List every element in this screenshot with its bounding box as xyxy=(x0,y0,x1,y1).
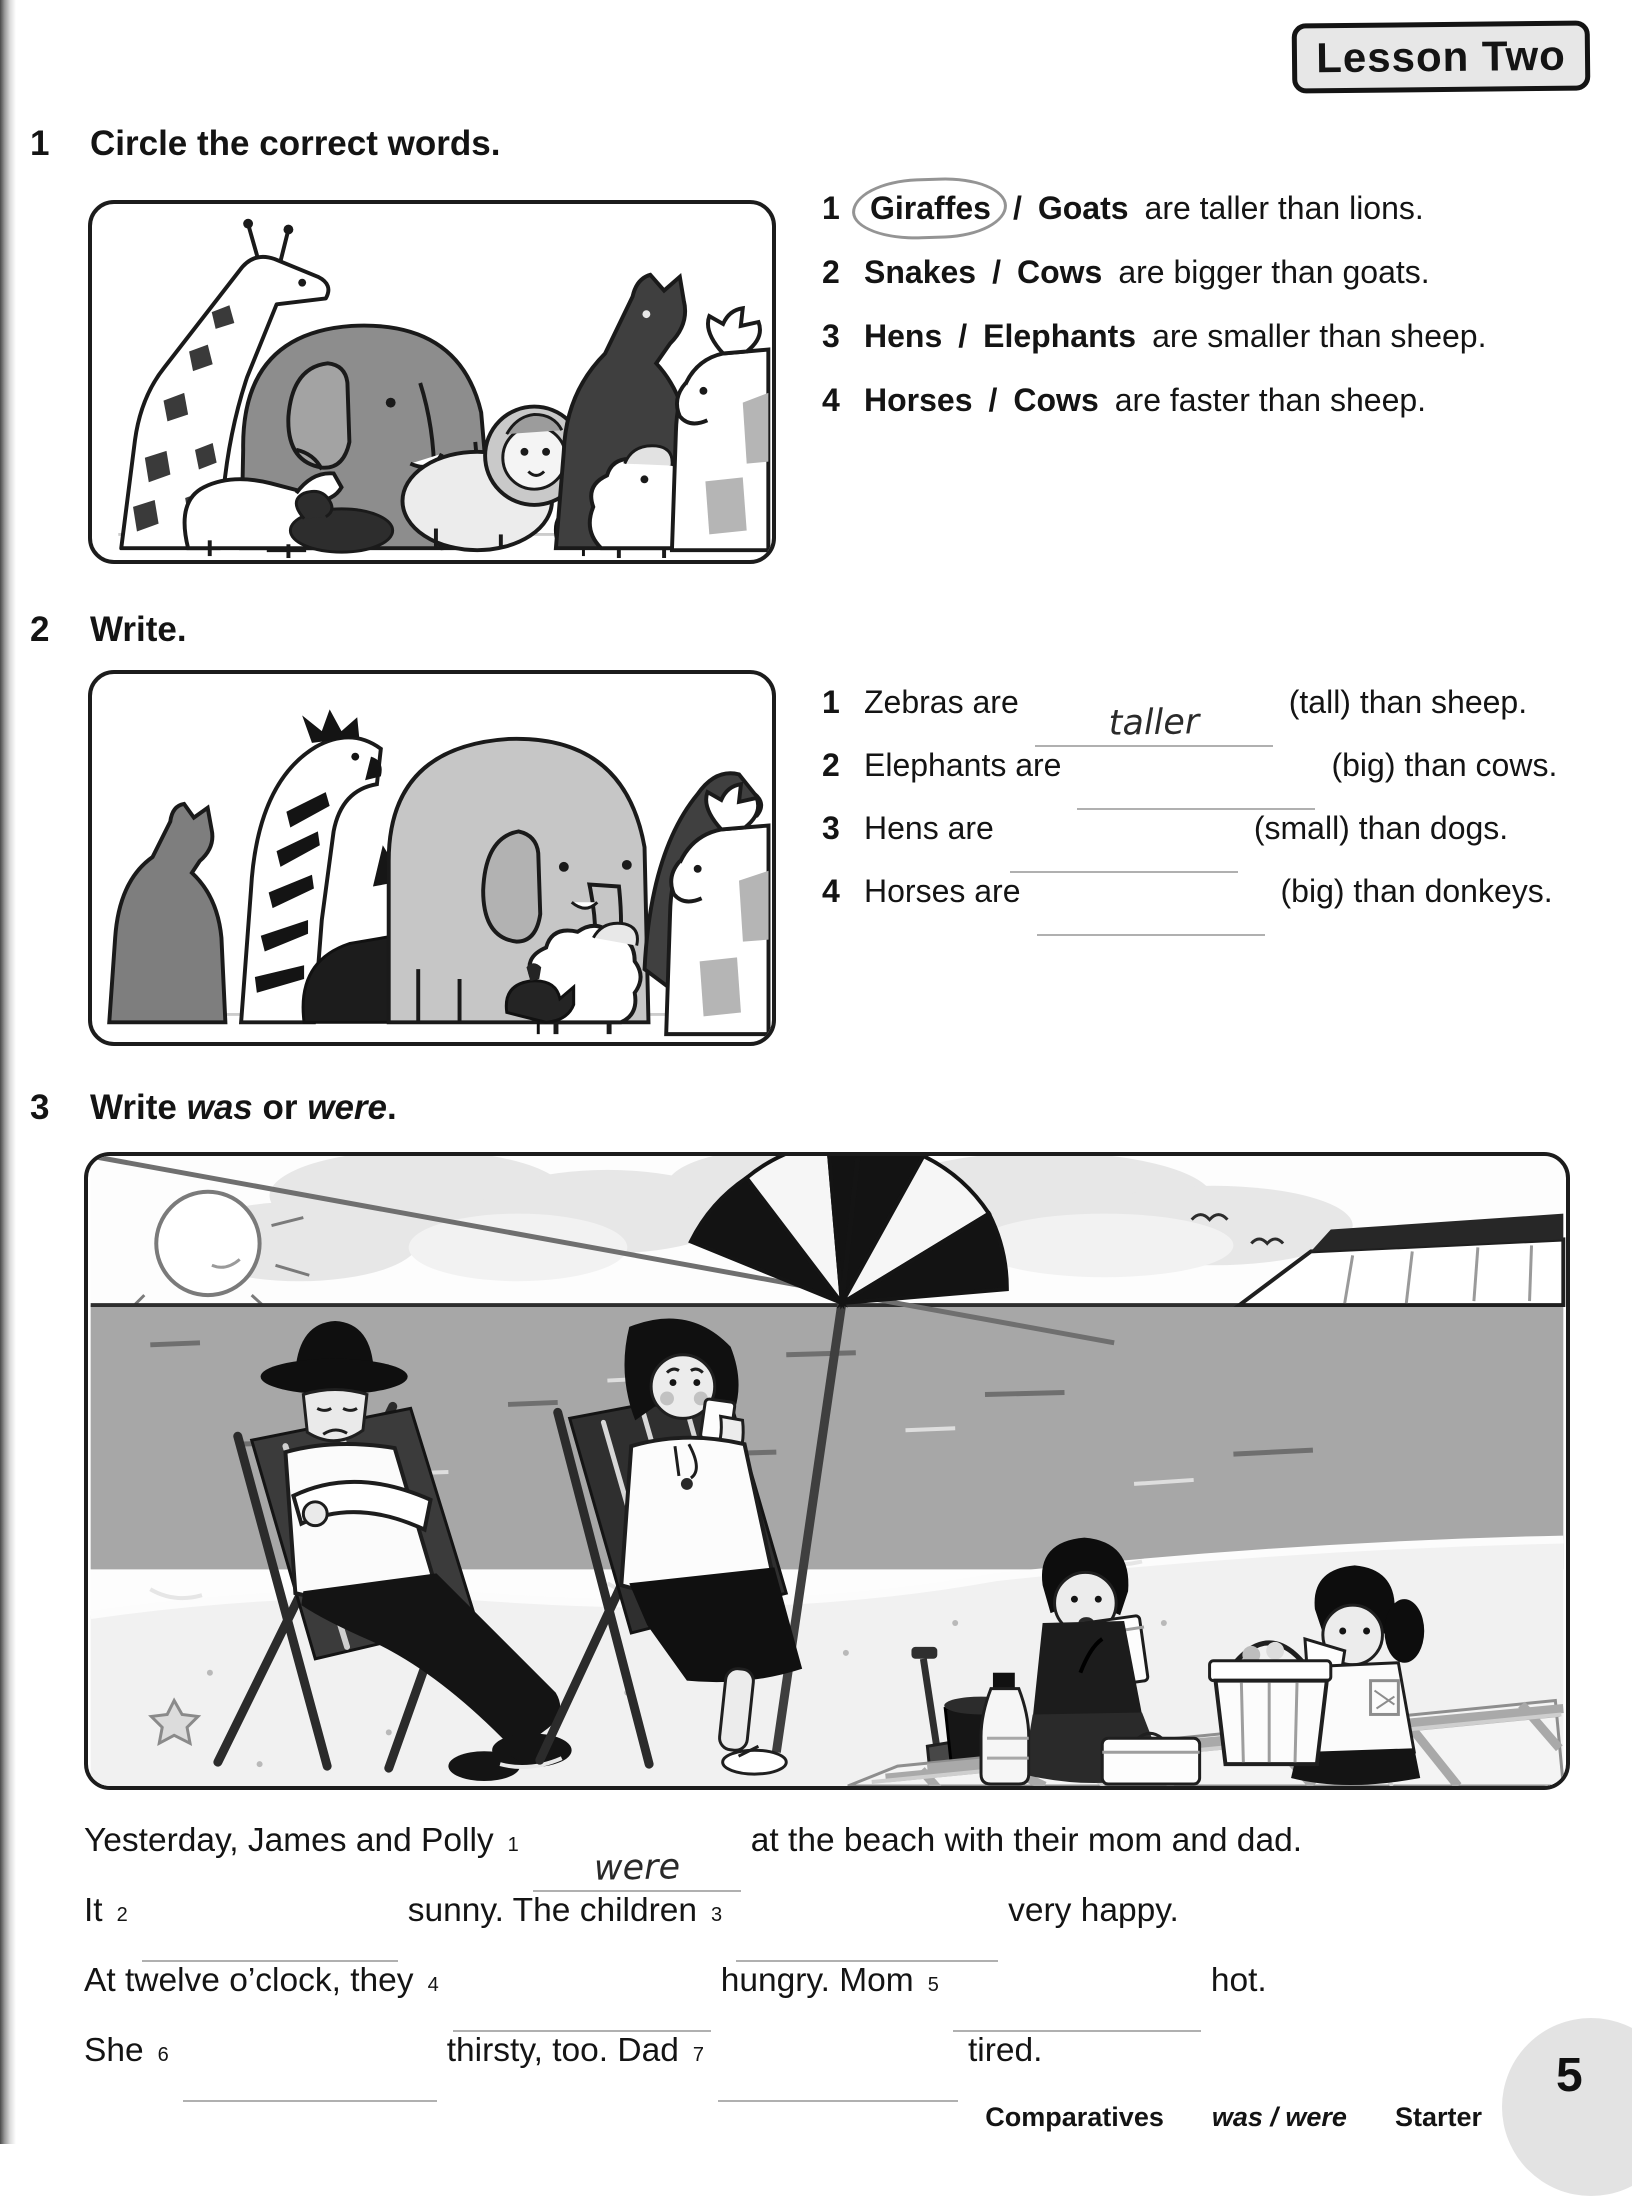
answer-blank[interactable] xyxy=(183,2056,437,2102)
exercise1-title: Circle the correct words. xyxy=(90,124,501,163)
item-number: 4 xyxy=(822,382,840,418)
title-word-were: were xyxy=(307,1088,388,1127)
exercise1-item-4 xyxy=(822,382,1627,446)
blank-number: 4 xyxy=(427,1974,439,1996)
option-elephants[interactable]: Elephants xyxy=(983,318,1137,354)
answer-blank[interactable] xyxy=(718,2056,958,2102)
option-slash: / xyxy=(992,254,1001,290)
handwritten-answer xyxy=(1010,867,1238,871)
exercise1-sentences xyxy=(822,190,1627,446)
blank-number: 2 xyxy=(116,1904,128,1926)
exercise2-item-2 xyxy=(822,747,1627,810)
lesson-badge-label: Lesson Two xyxy=(1315,31,1567,82)
exercise2-title: Write. xyxy=(90,610,187,649)
paragraph-line-2: It 2 sunny. The children 3 very happy. xyxy=(84,1892,1584,1962)
option-cows[interactable]: Cows xyxy=(1013,382,1099,418)
footer-grammar: was / were xyxy=(1211,2102,1347,2132)
exercise1-illustration xyxy=(88,200,776,564)
sentence-rest: are bigger than goats. xyxy=(1118,254,1430,290)
sentence-rest: are taller than lions. xyxy=(1144,190,1424,226)
sentence-after: (tall) than sheep. xyxy=(1288,684,1528,720)
exercise1-item-3 xyxy=(822,318,1627,382)
option-slash: / xyxy=(988,382,998,418)
exercise2-sentences xyxy=(822,684,1627,936)
exercise2-illustration xyxy=(88,670,776,1046)
donkey-figure xyxy=(109,804,225,1022)
page-footer xyxy=(0,2102,1482,2133)
item-number: 1 xyxy=(822,190,840,226)
exercise1-number: 1 xyxy=(30,124,50,163)
lesson-badge xyxy=(1292,20,1591,93)
answer-blank[interactable] xyxy=(736,1916,998,1962)
answer-blank[interactable] xyxy=(953,1986,1201,2032)
option-goats[interactable]: Goats xyxy=(1037,190,1129,226)
answer-blank[interactable] xyxy=(142,1916,398,1962)
blank-number: 5 xyxy=(927,1974,939,1996)
item-number: 2 xyxy=(822,747,840,783)
answer-blank[interactable] xyxy=(453,1986,711,2032)
option-slash: / xyxy=(958,318,968,354)
exercise2-number: 2 xyxy=(30,610,50,649)
paragraph-line-4: She 6 thirsty, too. Dad 7 tired. xyxy=(84,2032,1584,2102)
answer-blank[interactable] xyxy=(1077,770,1315,810)
item-number: 3 xyxy=(822,318,840,354)
exercise3-number: 3 xyxy=(30,1088,50,1127)
sentence-after: (big) than cows. xyxy=(1331,747,1558,783)
exercise3-paragraph xyxy=(84,1822,1584,2102)
handwritten-answer: taller xyxy=(1108,702,1200,744)
sentence-rest: are faster than sheep. xyxy=(1114,382,1427,418)
option-snakes[interactable]: Snakes xyxy=(864,254,977,290)
exercise2-item-4 xyxy=(822,873,1627,936)
animals-scene-2 xyxy=(92,674,772,1042)
page-binding-shadow xyxy=(0,0,16,2144)
lunch-box xyxy=(1102,1733,1199,1784)
exercise2-header xyxy=(30,610,187,650)
cow-figure xyxy=(672,308,768,550)
sentence-rest: are smaller than sheep. xyxy=(1152,318,1487,354)
sentence-before: Zebras are xyxy=(864,684,1019,720)
exercise1-item-2 xyxy=(822,254,1627,318)
option-hens[interactable]: Hens xyxy=(864,318,943,354)
sentence-after: (big) than donkeys. xyxy=(1280,873,1553,909)
item-number: 2 xyxy=(822,254,840,290)
beach-scene xyxy=(88,1156,1566,1786)
blank-number: 3 xyxy=(711,1904,723,1926)
sentence-before: Elephants are xyxy=(864,747,1062,783)
answer-blank[interactable] xyxy=(1035,702,1273,747)
exercise2-item-3 xyxy=(822,810,1627,873)
blank-number: 6 xyxy=(157,2044,169,2066)
picnic-basket xyxy=(1210,1642,1331,1764)
handwritten-answer: were xyxy=(593,1847,681,1889)
blank-number: 7 xyxy=(692,2044,704,2066)
sentence-before: Horses are xyxy=(864,873,1021,909)
title-word-was: was xyxy=(186,1088,253,1127)
paragraph-line-1: Yesterday, James and Polly 1 were at the beach with their mom and dad. xyxy=(84,1822,1584,1892)
exercise2-item-1 xyxy=(822,684,1627,747)
footer-topic: Comparatives xyxy=(985,2102,1164,2132)
exercise1-item-1 xyxy=(822,190,1627,254)
exercise3-header xyxy=(30,1088,397,1128)
answer-blank[interactable] xyxy=(533,1846,741,1892)
page-number: 5 xyxy=(1556,2049,1583,2102)
answer-blank[interactable] xyxy=(1037,896,1265,936)
footer-series: Starter xyxy=(1394,2102,1482,2132)
option-cows[interactable]: Cows xyxy=(1016,254,1103,290)
exercise3-title: Write was or were. xyxy=(90,1088,397,1127)
exercise1-header xyxy=(30,124,500,164)
handwritten-answer xyxy=(1037,930,1265,934)
blank-number: 1 xyxy=(507,1834,519,1856)
option-slash: / xyxy=(1012,190,1022,226)
paragraph-line-3: At twelve o’clock, they 4 hungry. Mom 5 hot. xyxy=(84,1962,1584,2032)
exercise3-illustration xyxy=(84,1152,1570,1790)
item-number: 4 xyxy=(822,873,840,909)
sentence-before: Hens are xyxy=(864,810,994,846)
answer-blank[interactable] xyxy=(1010,833,1238,873)
item-number: 1 xyxy=(822,684,840,720)
option-horses[interactable]: Horses xyxy=(864,382,973,418)
sentence-after: (small) than dogs. xyxy=(1253,810,1509,846)
item-number: 3 xyxy=(822,810,840,846)
animals-scene-1 xyxy=(92,204,772,560)
handwritten-answer xyxy=(1077,804,1315,808)
option-giraffes[interactable]: Giraffes xyxy=(864,190,997,227)
